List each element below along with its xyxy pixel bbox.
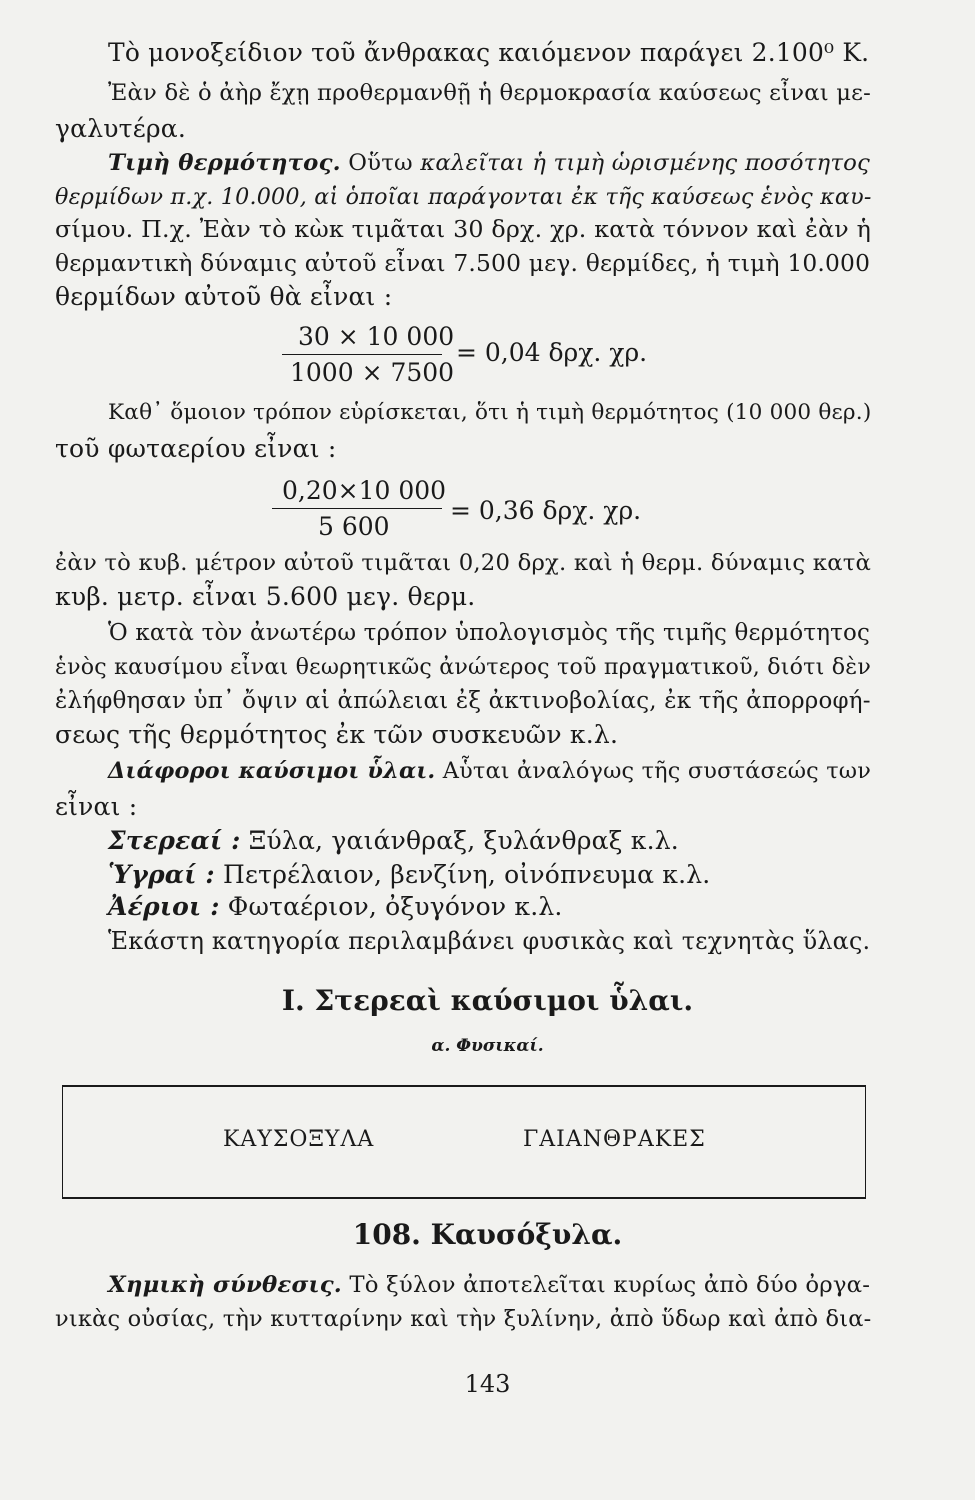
text-line: Τὸ μονοξείδιον τοῦ ἄνθρακας καιόμενον παράγει 2.100⁰ Κ.: [108, 38, 870, 67]
term-solid: Στερεαί :: [108, 826, 241, 855]
text-span: Ξύλα, γαιάνθραξ, ξυλάνθραξ κ.λ.: [240, 826, 679, 855]
text-line: θερμίδων π.χ. 10.000, αἱ ὁποῖαι παράγονται ἐκ τῆς καύσεως ἑνὸς καυ-: [55, 184, 872, 210]
text-line: νικὰς οὐσίας, τὴν κυτταρίνην καὶ τὴν ξυλίνην, ἀπὸ ὕδωρ καὶ ἀπὸ δια-: [55, 1306, 872, 1332]
fuel-type-solid: [108, 826, 679, 856]
text-line: ἐὰν τὸ κυβ. μέτρον αὐτοῦ τιμᾶται 0,20 δρχ. καὶ ἡ θερμ. δύναμις κατὰ: [55, 550, 872, 576]
chemical-composition: [108, 1270, 870, 1300]
text-span: Αὗται ἀναλόγως τῆς συστάσεώς των: [435, 758, 872, 784]
formula-numerator: 30 × 10 000: [298, 322, 455, 351]
text-line: ἑνὸς καυσίμου εἶναι θεωρητικῶς ἀνώτερος τοῦ πραγματικοῦ, διότι δὲν: [55, 654, 871, 680]
table-cell-coal: ΓΑΙΑΝΘΡΑΚΕΣ: [523, 1127, 706, 1152]
subsection-heading: α. Φυσικαί.: [431, 1036, 544, 1056]
fraction-bar: [282, 354, 442, 355]
term-fuels: Διάφοροι καύσιμοι ὗλαι.: [108, 758, 436, 784]
text-line: σίμου. Π.χ. Ἐὰν τὸ κὼκ τιμᾶται 30 δρχ. χρ. κατὰ τόννον καὶ ἐὰν ἡ: [55, 215, 872, 243]
text-line: Ἑκάστη κατηγορία περιλαμβάνει φυσικὰς καὶ τεχνητὰς ὕλας.: [108, 927, 871, 955]
formula-denominator: 1000 × 7500: [290, 358, 455, 387]
formula-denominator: 5 600: [318, 512, 390, 541]
formula-result: = 0,04 δρχ. χρ.: [456, 338, 648, 367]
text-line: Καθ᾽ ὅμοιον τρόπον εὑρίσκεται, ὅτι ἡ τιμὴ θερμότητος (10 000 θερ.): [108, 400, 872, 425]
formula-numerator: 0,20×10 000: [282, 476, 447, 505]
text-line: Ἐὰν δὲ ὁ ἀὴρ ἔχῃ προθερμανθῇ ἡ θερμοκρασία καύσεως εἶναι με-: [108, 80, 871, 106]
term-heat-price: Τιμὴ θερμότητος.: [108, 150, 341, 176]
text-span: Οὕτω: [348, 150, 421, 176]
text-line: ἐλήφθησαν ὑπ᾽ ὄψιν αἱ ἀπώλειαι ἐξ ἀκτινοβολίας, ἐκ τῆς ἀπορροφή-: [55, 688, 871, 714]
text-line: θερμίδων αὐτοῦ θὰ εἶναι :: [55, 282, 393, 311]
text-line: εἶναι :: [55, 792, 138, 821]
term-chemical-composition: Χημικὴ σύνθεσις.: [108, 1272, 342, 1298]
table-cell-firewood: ΚΑΥΣΟΞΥΛΑ: [223, 1127, 375, 1152]
text-line: κυβ. μετρ. εἶναι 5.600 μεγ. θερμ.: [55, 582, 476, 611]
section-heading: Ι. Στερεαὶ καύσιμοι ὗλαι.: [281, 984, 694, 1017]
formula-result: = 0,36 δρχ. χρ.: [450, 496, 642, 525]
text-span: Πετρέλαιον, βενζίνη, οἰνόπνευμα κ.λ.: [214, 860, 711, 889]
text-line: Ὁ κατὰ τὸν ἀνωτέρω τρόπον ὑπολογισμὸς τῆς τιμῆς θερμότητος: [108, 620, 871, 646]
fuel-table: [62, 1085, 866, 1199]
text-line: θερμαντικὴ δύναμις αὐτοῦ εἶναι 7.500 μεγ. θερμίδες, ἡ τιμὴ 10.000: [55, 249, 871, 277]
term-gas: Ἀέριοι :: [108, 892, 220, 921]
price-definition: [108, 148, 870, 178]
text-span: Τὸ ξύλον ἀποτελεῖται κυρίως ἀπὸ δύο ὀργα-: [341, 1272, 871, 1298]
article-heading: 108. Καυσόξυλα.: [352, 1218, 623, 1251]
text-span: καλεῖται ἡ τιμὴ ὡρισμένης ποσότητος: [420, 150, 871, 176]
fraction-bar: [272, 508, 442, 509]
fuels-intro: [108, 756, 871, 786]
fuel-type-gas: [108, 892, 563, 922]
text-line: τοῦ φωταερίου εἶναι :: [55, 434, 337, 463]
fuel-type-liquid: [108, 860, 710, 890]
text-span: Φωταέριον, ὀξυγόνον κ.λ.: [219, 892, 563, 921]
text-line: γαλυτέρα.: [55, 114, 186, 143]
term-liquid: Ὑγραί :: [108, 860, 215, 889]
page-number: 143: [464, 1370, 511, 1398]
text-line: σεως τῆς θερμότητος ἐκ τῶν συσκευῶν κ.λ.: [55, 720, 619, 749]
